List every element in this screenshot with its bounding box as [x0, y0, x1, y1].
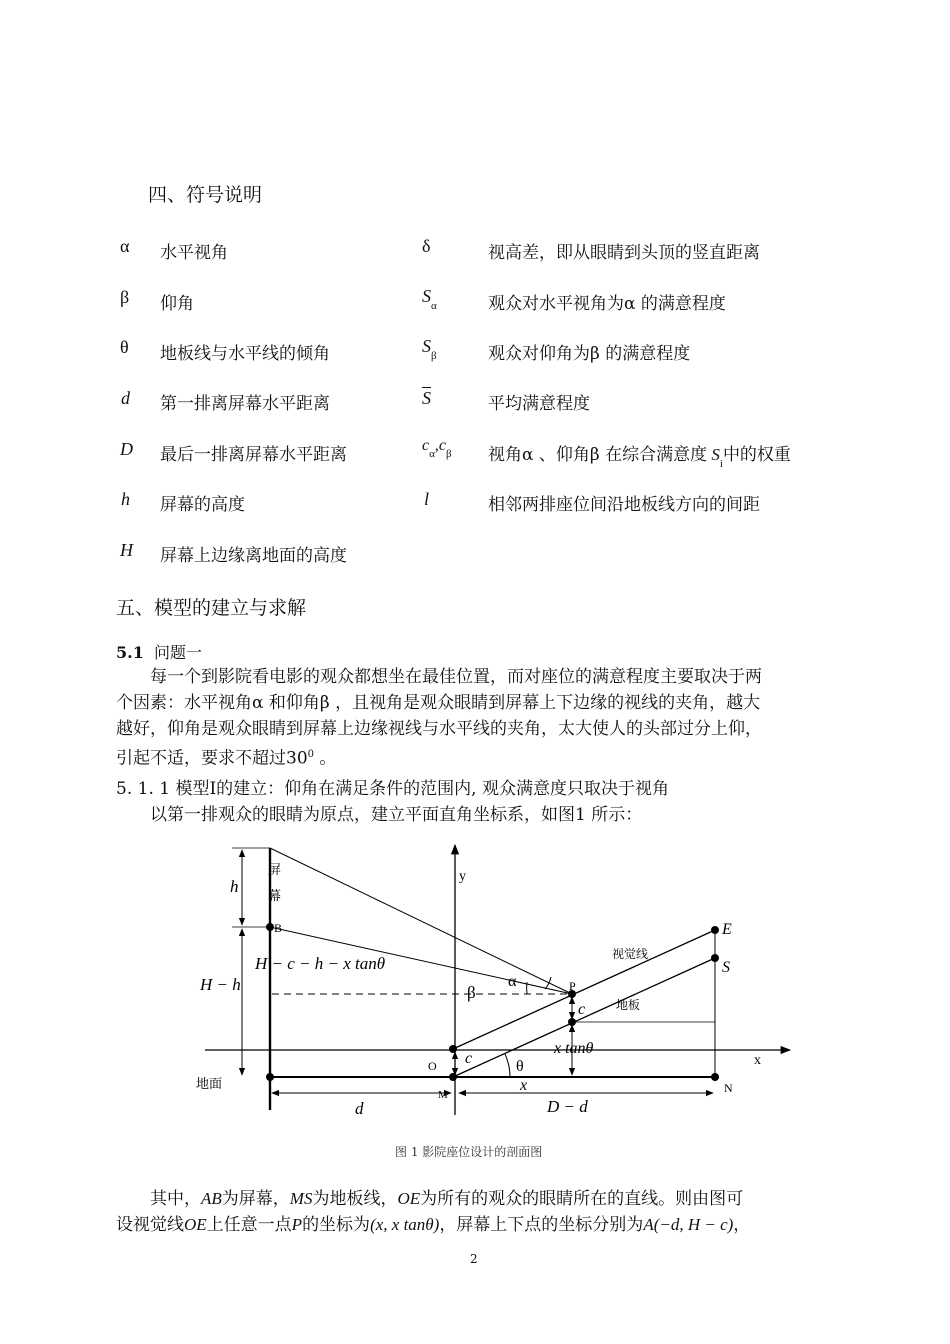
point-floor: [568, 1018, 576, 1026]
symbol-desc: 最后一排离屏幕水平距离: [160, 445, 347, 465]
symbol: $S_\alpha$: [422, 286, 437, 312]
label-h: h: [230, 877, 239, 896]
theta-arc: [505, 1054, 510, 1077]
point-S: [711, 954, 719, 962]
model-heading: 5. 1. 1 模型Ⅰ的建立：仰角在满足条件的范围内, 观众满意度只取决于视角: [116, 779, 669, 799]
section-5-title: 五、模型的建立与求解: [116, 597, 307, 619]
symbol: $S_\beta$: [422, 336, 437, 362]
label-floor: 地板: [616, 998, 641, 1012]
symbol-desc: 平均满意程度: [488, 394, 590, 414]
label-beta: β: [467, 983, 476, 1002]
symbol: $\overline{S}$: [422, 388, 431, 408]
symbol: β: [120, 287, 130, 307]
subsection-heading: 5.1 问题一: [116, 643, 203, 662]
point-O: [449, 1045, 457, 1053]
label-N: N: [724, 1081, 733, 1095]
label-screen-1: 屏: [268, 862, 282, 877]
symbol: θ: [120, 337, 129, 357]
point-M: [449, 1073, 457, 1081]
figure-1-cinema-section: [0, 830, 950, 1130]
label-d: d: [355, 1099, 364, 1118]
label-x: x: [520, 1077, 528, 1094]
symbol: δ: [422, 236, 431, 256]
label-c-lower: c: [465, 1050, 473, 1067]
section-4-title: 四、符号说明: [148, 184, 263, 206]
symbol-desc: 地板线与水平线的倾角: [160, 344, 330, 364]
point-E: [711, 926, 719, 934]
label-B: B: [274, 921, 283, 935]
page-number: 2: [470, 1252, 478, 1266]
symbol-desc: 仰角: [160, 294, 194, 314]
label-S: S: [722, 959, 730, 976]
point-N: [711, 1073, 719, 1081]
symbol-desc: 水平视角: [160, 243, 228, 263]
label-x-axis: x: [754, 1053, 761, 1068]
symbol-desc: 屏幕上边缘离地面的高度: [160, 546, 347, 566]
symbol: l: [424, 489, 430, 509]
label-c-upper: c: [578, 1001, 586, 1018]
sight-line: [453, 930, 715, 1049]
label-ground: 地面: [196, 1076, 223, 1091]
paragraph-1: 每一个到影院看电影的观众都想坐在最佳位置，而对座位的满意程度主要取决于两 个因素：水平视角α 和仰角β ，且视角是观众眼睛到屏幕上下边缘的视线的夹角，越大 越好，仰角是观众眼睛到屏幕上边缘视线与水平线的夹角，太大使人的头部过分上仰， 引起不适，要求不超过$30^0$ 。: [116, 667, 762, 769]
figure-caption: 图 1 影院座位设计的剖面图: [395, 1145, 543, 1159]
symbol-desc: 第一排离屏幕水平距离: [160, 394, 330, 414]
label-E: E: [722, 921, 732, 938]
label-y: y: [459, 869, 466, 884]
label-alpha: α: [508, 973, 517, 990]
symbol-desc: 视角α 、仰角β 在综合满意度 $S_i$中的权重: [488, 445, 791, 470]
symbol-desc: 观众对水平视角为α 的满意程度: [488, 294, 726, 314]
closing-paragraph: 其中，AB为屏幕，MS为地板线，OE为所有的观众的眼睛所在的直线。则由图可 设视觉线OE上任意一点P的坐标为(x, x tanθ)，屏幕上下点的坐标分别为A(−d, H − c)，: [116, 1189, 751, 1235]
symbol: α: [120, 236, 130, 256]
label-M: M: [438, 1089, 448, 1101]
label-expr: H − c − h − x tanθ: [255, 954, 386, 973]
symbol-desc: 观众对仰角为β 的满意程度: [488, 344, 691, 364]
label-O: O: [428, 1059, 437, 1073]
label-D-minus-d: D − d: [547, 1097, 588, 1116]
point-ground-screen: [266, 1073, 274, 1081]
symbol: h: [121, 489, 130, 509]
label-P: P: [569, 979, 576, 993]
symbol: d: [121, 388, 130, 408]
symbol: $c_\alpha,c_\beta$: [422, 437, 452, 460]
point-B: [266, 923, 274, 931]
symbol: H: [120, 540, 133, 560]
label-H-minus-h: H − h: [200, 975, 241, 994]
label-theta: θ: [516, 1058, 524, 1075]
symbol-desc: 视高差，即从眼睛到头顶的竖直距离: [488, 243, 760, 263]
symbol-desc: 相邻两排座位间沿地板线方向的间距: [488, 495, 760, 515]
label-screen-2: 幕: [268, 888, 282, 903]
label-sightline: 视觉线: [612, 947, 649, 961]
label-xtan: x tanθ: [554, 1040, 594, 1057]
symbol: D: [120, 439, 133, 459]
paragraph-2: 以第一排观众的眼睛为原点，建立平面直角坐标系，如图1 所示：: [150, 805, 643, 825]
symbol-desc: 屏幕的高度: [160, 495, 245, 515]
